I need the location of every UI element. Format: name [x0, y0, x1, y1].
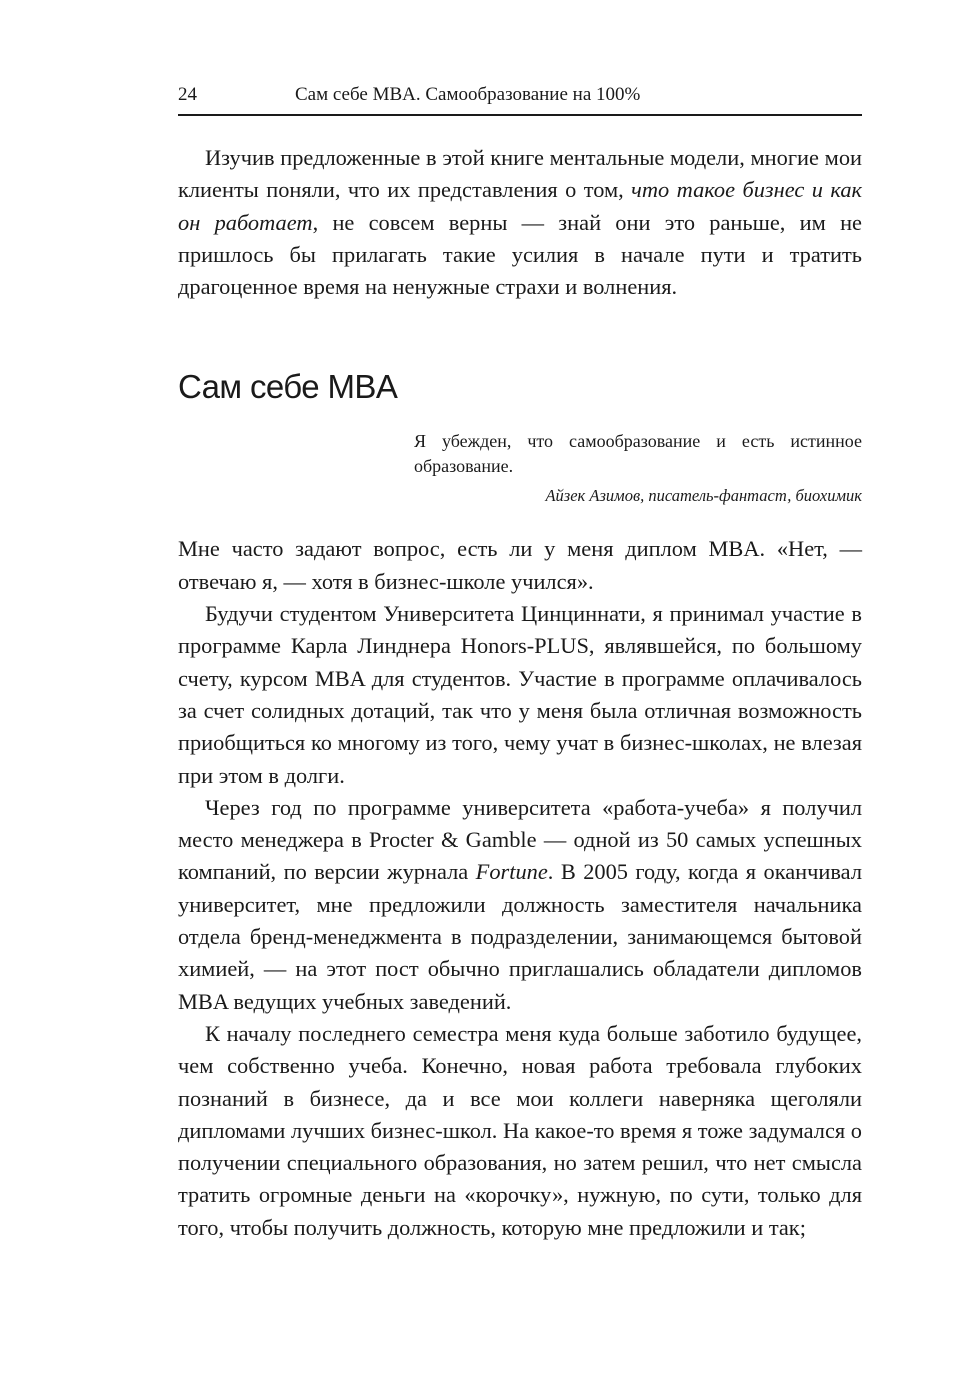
- paragraph-3-text-end: . В 2005 году, когда я оканчивал университет, мне предложили должность заместителя начальника отдела бренд-менеджмента в подразделении, занимающемся бытовой химией, — на этот пост обычно приглашались обладатели дипломов MBA ведущих учебных заведений.: [178, 859, 862, 1014]
- intro-italic-phrase: что такое бизнес и как он работает: [178, 177, 862, 235]
- running-title: Сам себе MBA. Самообразование на 100%: [295, 84, 641, 105]
- epigraph-quote: Я убежден, что самообразование и есть истинное образование.: [414, 431, 862, 477]
- intro-paragraph: [178, 142, 862, 303]
- page-body: [178, 142, 862, 1244]
- magazine-title: Fortune: [475, 859, 548, 885]
- intro-text-start: Изучив предложенные в этой книге ментальные модели, многие мои клиенты поняли, что их представления о том,: [178, 145, 862, 203]
- intro-text-end: , не совсем верны — знай они это раньше, им не пришлось бы прилагать такие усилия в начале пути и тратить драгоценное время на ненужные страхи и волнения.: [178, 209, 862, 300]
- section-heading: Сам себе MBA: [178, 368, 398, 406]
- paragraph-3: [178, 792, 862, 1018]
- paragraph-2: Будучи студентом Университета Цинциннати, я принимал участие в программе Карла Линднера Honors-PLUS, являвшейся, по большому счету, курсом MBA для студентов. Участие в программе оплачивалось за счет солидных дотаций, так что у меня была отличная возможность приобщиться ко многому из того, чему учат в бизнес-школах, не влезая при этом в долги.: [178, 601, 862, 788]
- paragraph-4: К началу последнего семестра меня куда больше заботило будущее, чем собственно учеба. Конечно, новая работа требовала глубоких познаний в бизнесе, да и все мои коллеги наверняка щеголяли дипломами лучших бизнес-школ. На какое-то время я тоже задумался о получении специального образования, но затем решил, что нет смысла тратить огромные деньги на «корочку», нужную, по сути, только для того, чтобы получить должность, которую мне предложили и так;: [178, 1020, 862, 1240]
- epigraph: [414, 417, 862, 533]
- paragraph-3-text-start: Через год по программе университета «работа-учеба» я получил место менеджера в Procter & Gamble — одной из 50 самых успешных компаний, по версии журнала: [178, 794, 862, 885]
- page-number: 24: [178, 84, 197, 105]
- running-header: [178, 82, 862, 116]
- epigraph-attribution: Айзек Азимов, писатель-фантаст, биохимик: [545, 486, 862, 506]
- paragraph-1: Мне часто задают вопрос, есть ли у меня диплом MBA. «Нет, — отвечаю я, — хотя в бизнес-школе учился».: [178, 536, 862, 594]
